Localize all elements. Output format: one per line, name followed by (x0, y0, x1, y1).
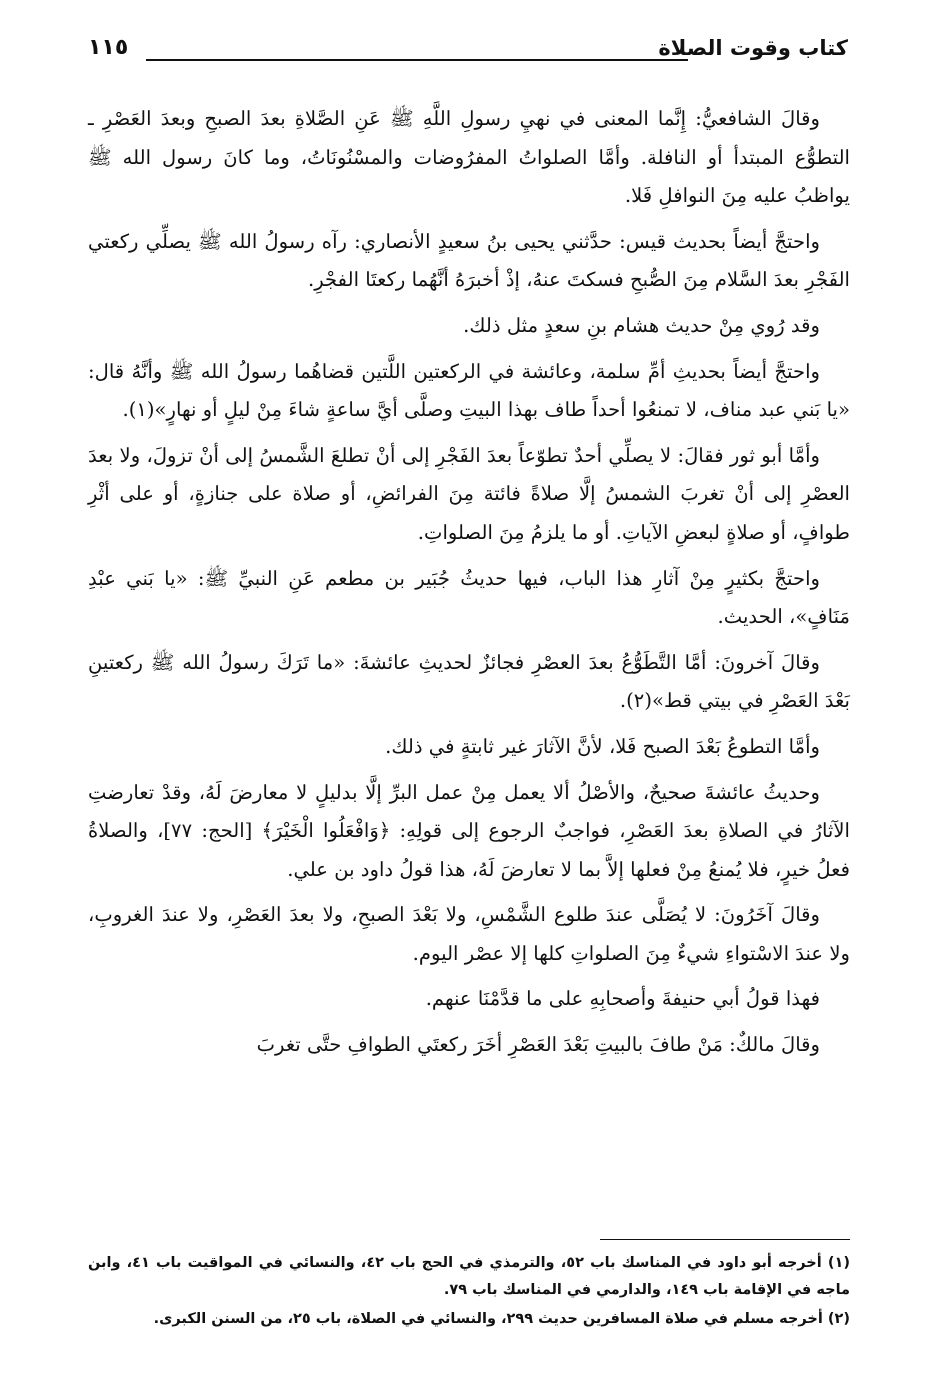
paragraph: وحديثُ عائشةَ صحيحٌ، والأصْلُ ألا يعمل مِنْ عمل البرِّ إلَّا بدليلٍ لا معارضَ لَهُ، وقدْ تعارضتِ الآثارُ في الصلاةِ بعدَ العَصْرِ، فواجبٌ الرجوع إلى قولِهِ: ﴿وَافْعَلُوا الْخَيْرَ﴾ [الحج: ٧٧]، والصلاةُ فعلُ خيرٍ، فلا يُمنعُ مِنْ فعلها إلاَّ بما لا تعارضَ لَهُ، هذا قولُ داود بن علي. (88, 780, 850, 881)
main-text (88, 100, 850, 1065)
paragraph: واحتجَّ أيضاً بحديثِ أمِّ سلمة، وعائشة في الركعتين اللَّتين قضاهُما رسولُ الله ﷺ وأنَّهُ قال: «يا بَني عبد مناف، لا تمنعُوا أحداً طاف بهذا البيتِ وصلَّى أيَّ ساعةٍ شاءَ مِنْ ليلٍ أو نهارٍ»(١). (88, 359, 850, 422)
header-rule (146, 59, 688, 61)
footnote-1: (١) أخرجه أبو داود في المناسك باب ٥٢، والترمذي في الحج باب ٤٢، والنسائي في المواقيت باب ٤١، وابن ماجه في الإقامة باب ١٤٩، والدارمي في المناسك باب ٧٩. (88, 1255, 850, 1298)
paragraph: وقد رُوي مِنْ حديث هشام بنِ سعدٍ مثل ذلك. (463, 313, 820, 337)
page-number: ١١٥ (88, 35, 129, 60)
paragraph: وقالَ آخرونَ: أمَّا التَّطَوُّعُ بعدَ العصْرِ فجائزٌ لحديثِ عائشةَ: «ما تَرَكَ رسولُ الله ﷺ ركعتينِ بَعْدَ العَصْرِ في بيتي قط»(٢). (88, 650, 850, 713)
chapter-title: كتاب وقوت الصلاة (658, 36, 848, 60)
paragraph: وقالَ آخَرُونَ: لا يُصَلَّى عندَ طلوع الشَّمْسِ، ولا بَعْدَ الصبحِ، ولا بعدَ العَصْرِ، ولا عندَ الغروبِ، ولا عندَ الاسْتواءِ شيءٌ مِنَ الصلواتِ كلها إلا عصْر اليوم. (88, 903, 850, 965)
footnote-separator (600, 1239, 850, 1240)
footnotes (88, 1250, 850, 1335)
footnote-2: (٢) أخرجه مسلم في صلاة المسافرين حديث ٢٩٩، والنسائي في الصلاة، باب ٢٥، من السنن الكبرى. (153, 1311, 850, 1327)
paragraph: وأمَّا التطوعُ بَعْدَ الصبح فَلا، لأنَّ الآثارَ غير ثابتةٍ في ذلك. (385, 734, 820, 758)
paragraph: وأمَّا أبو ثور فقالَ: لا يصلِّي أحدٌ تطوّعاً بعدَ الفَجْرِ إلى أنْ تطلعَ الشَّمسُ إلى أنْ تزولَ، ولا بعدَ العصْرِ إلى أنْ تغربَ الشمسُ إلَّا صلاةً فائتة مِنَ الفرائضِ، أو صلاة على جنازةٍ، أو على أثْرِ طوافٍ، أو صلاةٍ لبعضِ الآياتِ. أو ما يلزمُ مِنَ الصلواتِ. (88, 443, 850, 544)
paragraph: واحتجَّ أيضاً بحديث قيس: حدَّثني يحيى بنُ سعيدٍ الأنصاري: رآه رسولُ الله ﷺ يصلِّي ركعتي الفَجْرِ بعدَ السَّلام مِنَ الصُّبحِ فسكتَ عنهُ، إذْ أخبرَهُ أنَّهُما ركعتَا الفجْرِ. (88, 229, 850, 292)
running-head (88, 30, 848, 70)
paragraph: وقالَ الشافعيُّ: إِنَّما المعنى في نهيِ رسولِ اللَّهِ ﷺ عَنِ الصَّلاةِ بعدَ الصبحِ وبعدَ العَصْرِ ـ التطوُّع المبتدأ أو النافلة. وأمَّا الصلواتُ المفرُوضات والمسْنُونَاتُ، وما كانَ رسول الله ﷺ يواظبُ عليه مِنَ النوافلِ فَلا. (88, 107, 850, 208)
paragraph: واحتجَّ بكثيرٍ مِنْ آثارِ هذا الباب، فيها حديثُ جُبَير بن مطعم عَنِ النبيِّ ﷺ: «يا بَني عبْدِ مَنَافٍ»، الحديث. (88, 566, 850, 629)
paragraph: فهذا قولُ أبي حنيفةَ وأصحابِهِ على ما قدَّمْنَا عنهم. (425, 987, 820, 1011)
paragraph: وقالَ مالكٌ: مَنْ طافَ بالبيتِ بَعْدَ العَصْرِ أخَرَ ركعتَي الطوافِ حتَّى تغربَ (256, 1033, 820, 1057)
